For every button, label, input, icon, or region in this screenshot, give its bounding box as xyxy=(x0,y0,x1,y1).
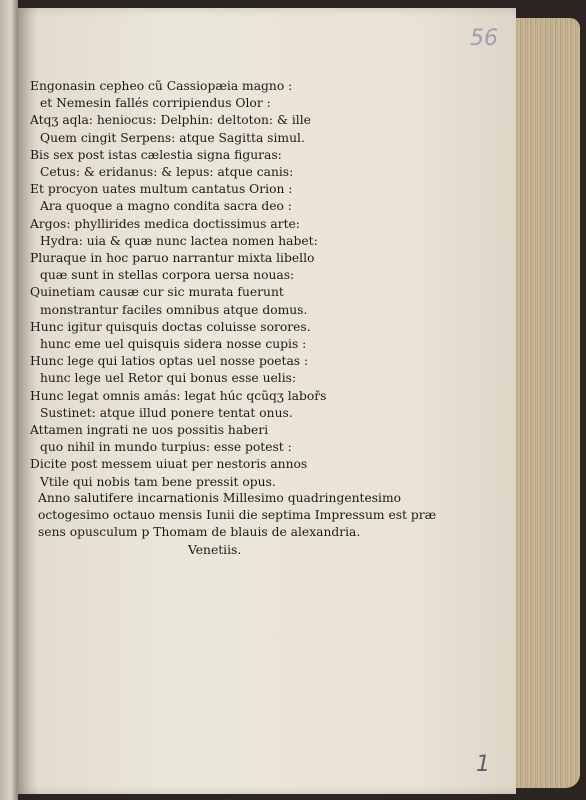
verse-line: Hunc legat omnis amás: legat húc qcũqʒ labořs xyxy=(30,388,327,403)
verse-line: Argos: phyllirides medica doctissimus arte: xyxy=(30,216,300,231)
colophon-line: octogesimo octauo mensis Iunii die septima Impressum est præ xyxy=(38,508,437,523)
verse-line: Engonasin cepheo cũ Cassiopæia magno : xyxy=(30,79,293,93)
colophon-line: Anno salutifere incarnationis Millesimo quadringentesimo xyxy=(38,491,402,505)
verse-line: Atqʒ aqla: heniocus: Delphin: deltoton: & ille xyxy=(30,113,311,128)
verse-line: Attamen ingrati ne uos possitis haberi xyxy=(30,423,269,438)
verse-line: Hunc igitur quisquis doctas coluisse sorores. xyxy=(30,319,311,334)
colophon-place: Venetiis. xyxy=(188,542,242,557)
pencil-mark: 1 xyxy=(476,752,490,777)
facing-page-edge xyxy=(0,0,18,800)
folio-number: 56 xyxy=(470,26,498,51)
verse-line: et Nemesin fallés corripiendus Olor : xyxy=(40,96,271,111)
verse-line: Hydra: uia & quæ nunc lactea nomen habet: xyxy=(40,233,318,248)
verse-line: monstrantur faciles omnibus atque domus. xyxy=(40,302,308,317)
colophon xyxy=(38,490,458,559)
verse-line: Ara quoque a magno condita sacra deo : xyxy=(40,199,292,214)
verse-line: Quinetiam causæ cur sic murata fuerunt xyxy=(30,285,284,300)
verse-line: Quem cingit Serpens: atque Sagitta simul. xyxy=(40,130,305,145)
page-edges xyxy=(516,18,580,788)
verse-line: hunc lege uel Retor qui bonus esse uelis: xyxy=(40,371,297,386)
verse-text-block xyxy=(30,78,450,491)
verse-line: hunc eme uel quisquis sidera nosse cupis : xyxy=(40,337,307,352)
verse-line: Hunc lege qui latios optas uel nosse poetas : xyxy=(30,354,309,369)
verse-line: quæ sunt in stellas corpora uersa nouas: xyxy=(40,268,295,283)
verse-line: Vtile qui nobis tam bene pressit opus. xyxy=(40,474,276,489)
verse-line: Dicite post messem uiuat per nestoris annos xyxy=(30,457,308,472)
verse-line: Cetus: & eridanus: & lepus: atque canis: xyxy=(40,165,294,180)
verse-line: Sustinet: atque illud ponere tentat onus. xyxy=(40,405,293,420)
verse-line: Bis sex post istas cælestia signa figuras: xyxy=(30,147,282,162)
colophon-line: sens opusculum p Thomam de blauis de alexandria. xyxy=(38,525,361,540)
verse-line: Et procyon uates multum cantatus Orion : xyxy=(30,182,293,197)
verse-line: quo nihil in mundo turpius: esse potest : xyxy=(40,440,292,455)
verse-line: Pluraque in hoc paruo narrantur mixta libello xyxy=(30,251,315,266)
